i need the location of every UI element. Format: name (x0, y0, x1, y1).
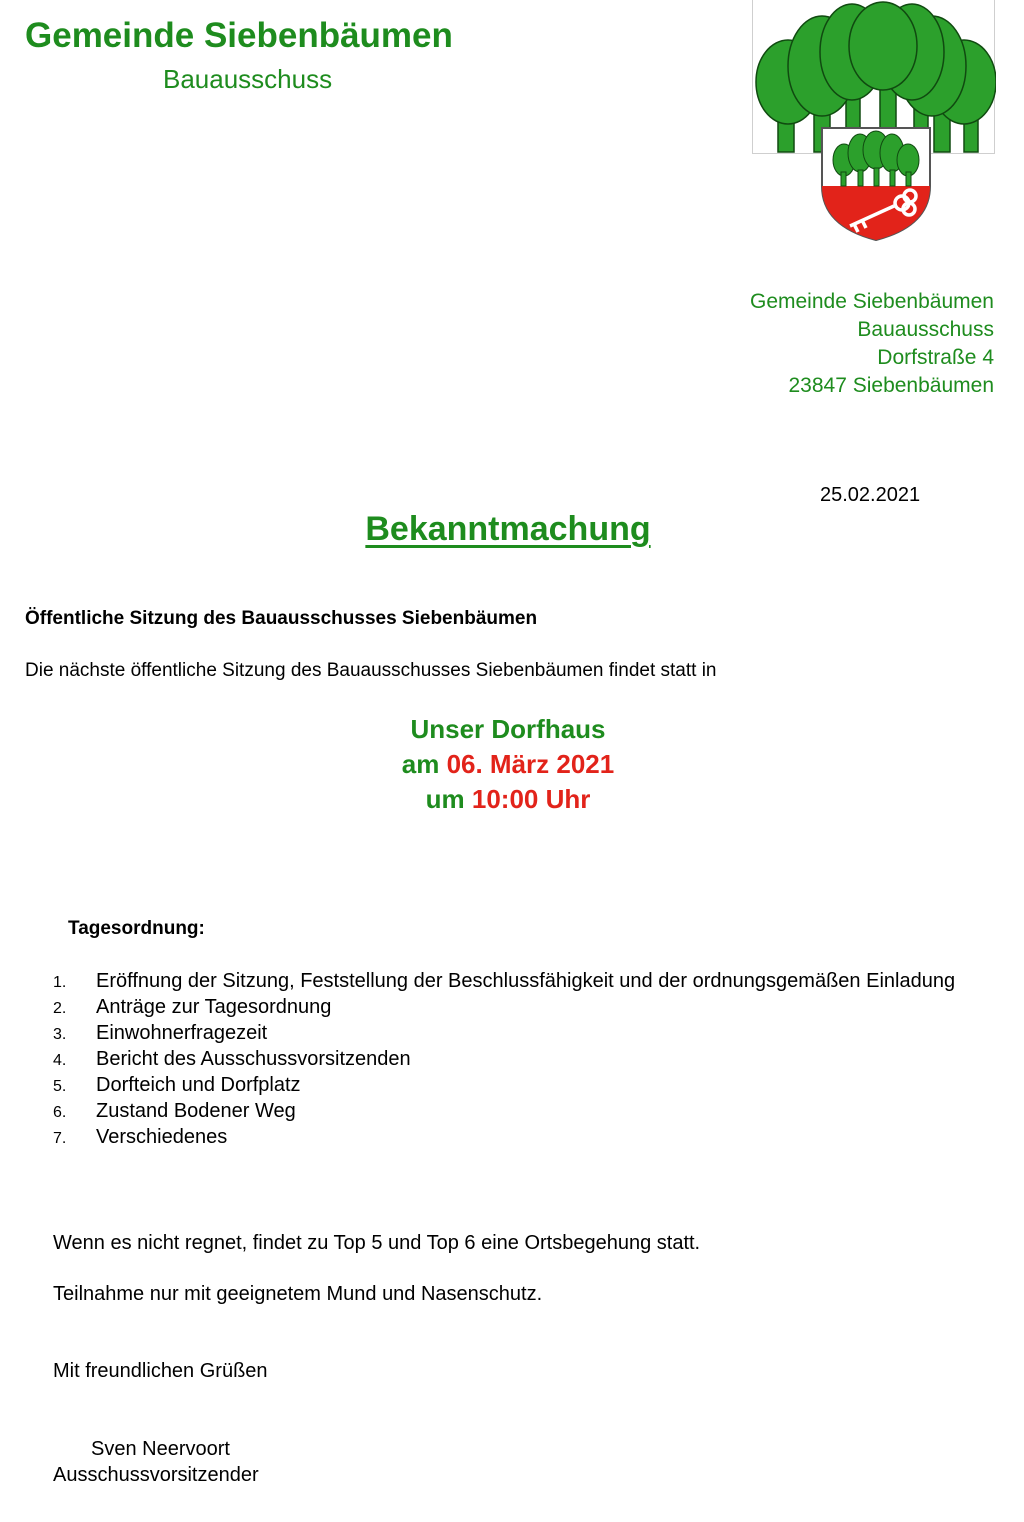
agenda-item-number: 2. (53, 1000, 67, 1017)
agenda-item-text: Eröffnung der Sitzung, Feststellung der Beschlussfähigkeit und der ordnungsgemäßen Einladung (96, 970, 956, 992)
address-line: Dorfstraße 4 (877, 346, 994, 369)
agenda-item (53, 1124, 983, 1150)
agenda-item-number: 5. (53, 1078, 67, 1095)
weather-note: Wenn es nicht regnet, findet zu Top 5 und Top 6 eine Ortsbegehung statt. (53, 1232, 701, 1254)
agenda-item-number: 3. (53, 1026, 67, 1043)
agenda-item-text: Zustand Bodener Weg (96, 1100, 296, 1122)
event-date-value: 06. März 2021 (446, 749, 615, 779)
sender-address (750, 288, 994, 400)
document-date: 25.02.2021 (820, 484, 921, 506)
mask-note: Teilnahme nur mit geeignetem Mund und Nasenschutz. (53, 1283, 543, 1305)
agenda-item (53, 994, 983, 1020)
event-details (0, 712, 1016, 817)
signatory-name: Sven Neervoort (91, 1438, 230, 1460)
event-date (0, 747, 1016, 782)
event-location: Unser Dorfhaus (410, 714, 606, 744)
agenda-item-text: Einwohnerfragezeit (96, 1022, 268, 1044)
document-heading: Bekanntmachung (365, 510, 651, 548)
intro-text: Die nächste öffentliche Sitzung des Bauausschusses Siebenbäumen findet statt in (25, 660, 717, 681)
address-line: 23847 Siebenbäumen (788, 374, 994, 397)
agenda-item (53, 1046, 983, 1072)
agenda-item-number: 4. (53, 1052, 67, 1069)
subject-line: Öffentliche Sitzung des Bauausschusses Siebenbäumen (25, 608, 538, 629)
address-line: Bauausschuss (857, 318, 994, 341)
coat-of-arms-icon (752, 0, 996, 256)
agenda-item-text: Bericht des Ausschussvorsitzenden (96, 1048, 411, 1070)
signatory-role: Ausschussvorsitzender (53, 1464, 259, 1486)
agenda-item (53, 1098, 983, 1124)
agenda-item (53, 968, 983, 994)
agenda-item-text: Verschiedenes (96, 1126, 228, 1148)
agenda-heading: Tagesordnung: (68, 918, 205, 939)
municipality-title: Gemeinde Siebenbäumen (25, 16, 453, 55)
event-time (0, 782, 1016, 817)
address-line: Gemeinde Siebenbäumen (749, 290, 994, 313)
agenda-item-number: 6. (53, 1104, 67, 1121)
agenda-item-text: Anträge zur Tagesordnung (96, 996, 332, 1018)
event-time-prefix: um (425, 784, 465, 814)
agenda-item-number: 7. (53, 1130, 67, 1147)
agenda-list (53, 968, 983, 1150)
agenda-item-text: Dorfteich und Dorfplatz (96, 1074, 301, 1096)
closing-greeting: Mit freundlichen Grüßen (53, 1360, 268, 1382)
event-time-value: 10:00 Uhr (471, 784, 591, 814)
agenda-item-number: 1. (53, 974, 67, 991)
agenda-item (53, 1072, 983, 1098)
event-date-prefix: am (401, 749, 440, 779)
committee-subtitle: Bauausschuss (163, 64, 333, 94)
agenda-item (53, 1020, 983, 1046)
